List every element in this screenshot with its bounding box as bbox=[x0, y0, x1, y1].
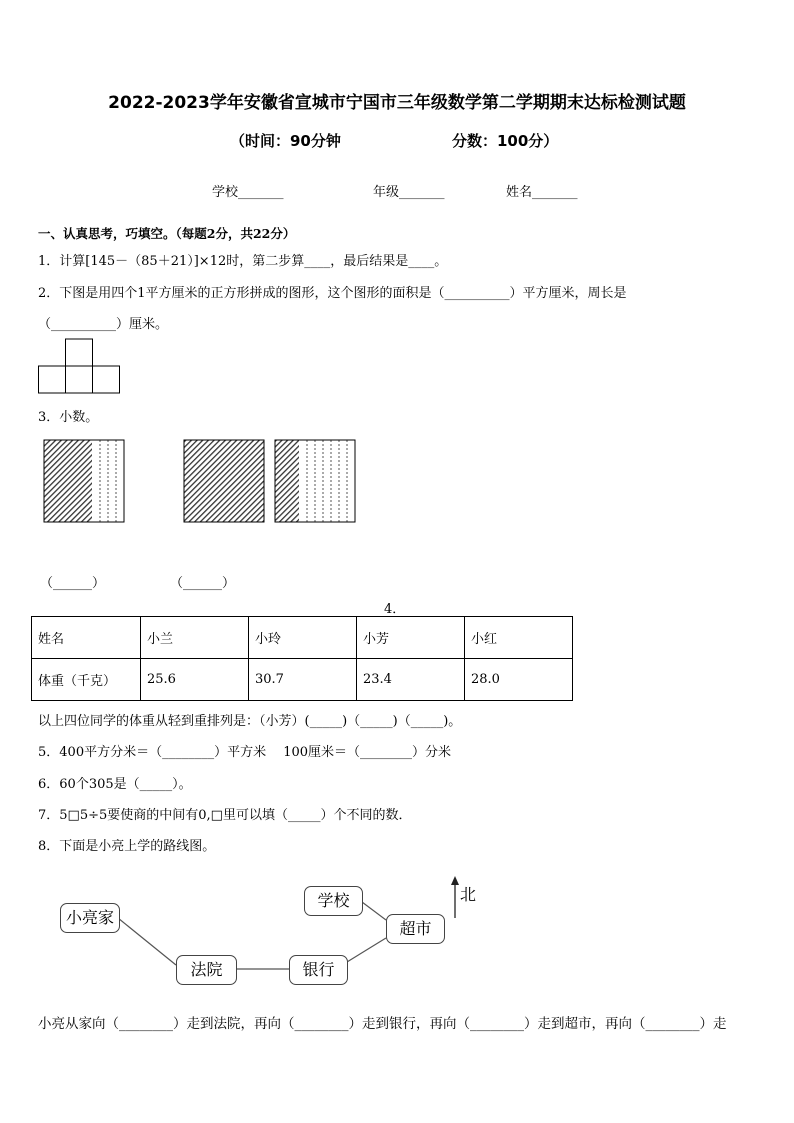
decimal-figures bbox=[40, 438, 360, 526]
map-node-court: 法院 bbox=[176, 955, 237, 985]
north-label: 北 bbox=[460, 885, 477, 904]
q3-answer-2[interactable]: （______） bbox=[170, 576, 236, 591]
table-cell: 23.4 bbox=[357, 659, 465, 701]
section-heading: 一、认真思考，巧填空。（每题2分，共22分） bbox=[38, 226, 296, 241]
school-field[interactable]: 学校_______ bbox=[212, 185, 284, 200]
decimal-figure-2b bbox=[275, 440, 355, 522]
exam-time: （时间：90分钟 bbox=[230, 132, 341, 150]
question-4-number: 4． bbox=[384, 602, 406, 617]
question-2-line2: （__________）厘米。 bbox=[38, 317, 169, 332]
map-node-home: 小亮家 bbox=[60, 903, 120, 933]
table-cell: 小芳 bbox=[357, 617, 465, 659]
question-2-line1: 2．下图是用四个1平方厘米的正方形拼成的图形，这个图形的面积是（__________）平方厘米，周长是 bbox=[38, 286, 627, 301]
question-1: 1．计算[145－（85＋21）]×12时，第二步算____，最后结果是____。 bbox=[38, 254, 448, 269]
page-title: 2022-2023学年安徽省宣城市宁国市三年级数学第二学期期末达标检测试题 bbox=[108, 93, 686, 113]
weight-table bbox=[31, 616, 573, 701]
table-cell: 小红 bbox=[465, 617, 573, 659]
map-node-supermarket: 超市 bbox=[386, 914, 445, 944]
square-figure bbox=[38, 338, 122, 396]
table-cell: 30.7 bbox=[249, 659, 357, 701]
question-4-answer: 以上四位同学的体重从轻到重排列是：（小芳）(_____)（_____)（_____)。 bbox=[38, 714, 462, 729]
name-field[interactable]: 姓名_______ bbox=[506, 185, 578, 200]
decimal-figure-2a bbox=[184, 440, 264, 522]
map-node-bank: 银行 bbox=[289, 955, 348, 985]
question-5: 5．400平方分米＝（________）平方米 100厘米＝（________）分米 bbox=[38, 745, 452, 760]
table-cell: 25.6 bbox=[141, 659, 249, 701]
question-7: 7．5□5÷5要使商的中间有0,□里可以填（_____）个不同的数． bbox=[38, 808, 412, 823]
map-node-school: 学校 bbox=[304, 886, 363, 916]
decimal-figure-1 bbox=[44, 440, 124, 522]
question-8: 8．下面是小亮上学的路线图。 bbox=[38, 839, 216, 854]
grade-field[interactable]: 年级_______ bbox=[373, 185, 445, 200]
table-row bbox=[32, 617, 573, 659]
table-cell: 小玲 bbox=[249, 617, 357, 659]
table-row bbox=[32, 659, 573, 701]
question-6: 6．60个305是（_____）。 bbox=[38, 777, 192, 792]
exam-score: 分数：100分） bbox=[452, 132, 559, 150]
table-cell: 姓名 bbox=[32, 617, 141, 659]
question-8-answer: 小亮从家向（________）走到法院，再向（________）走到银行，再向（________）走到超市，再向（________）走 bbox=[38, 1016, 727, 1032]
table-cell: 体重（千克） bbox=[32, 659, 141, 701]
question-3: 3．小数。 bbox=[38, 410, 99, 425]
table-cell: 28.0 bbox=[465, 659, 573, 701]
q3-answer-1[interactable]: （______） bbox=[40, 576, 106, 591]
table-cell: 小兰 bbox=[141, 617, 249, 659]
